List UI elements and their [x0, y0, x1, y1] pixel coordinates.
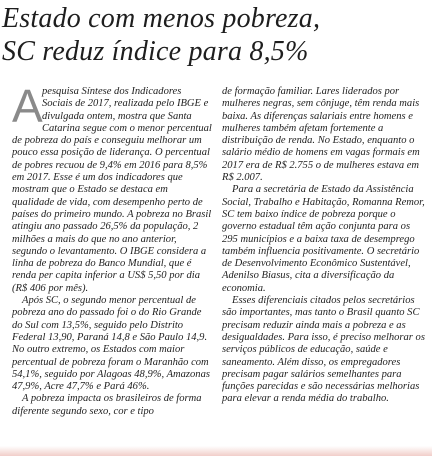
- article-column-left: [12, 80, 212, 418]
- paragraph: Após SC, o segundo menor percentual de pobreza ano do passado foi o do Rio Grande do Sul com 13,5%, seguido pelo Distrito Federal 13,90, Paraná 14,8 e São Paulo 14,9. No outro extremo, os Estados com maior percentual de pobreza foram o Maranhão com 54,1%, seguido por Alagoas 48,9%, Amazonas 47,9%, Acre 47,7% e Pará 46%.: [12, 295, 210, 393]
- paragraph: Esses diferenciais citados pelos secretários são importantes, mas tanto o Brasil quanto SC precisam reduzir ainda mais a pobreza e as desigualdades. Para isso, é preciso melhorar os serviços públicos de educação, saúde e saneamento. Além disso, os empregadores precisam pagar salários semelhantes para funções parecidas e são necessárias melhorias para elevar a renda média do trabalho.: [222, 295, 425, 405]
- headline-line-1: Estado com menos pobreza,: [2, 3, 321, 34]
- headline-line-2: SC reduz índice para 8,5%: [2, 36, 309, 67]
- article-body: [0, 80, 432, 456]
- paragraph: A pobreza impacta os brasileiros de forma diferente segundo sexo, cor e tipo: [12, 393, 202, 417]
- paragraph: pesquisa Síntese dos Indicadores Sociais de 2017, realizada pelo IBGE e divulgada ontem, mostra que Santa Catarina segue com o menor percentual de pobreza do país e conseguiu melhorar um pouco essa posição de liderança. O percentual de pobres recuou de 9,4% em 2016 para 8,5% em 2017. Esse é um dos indicadores que mostram que o Estado se destaca em qualidade de vida, com desempenho perto de países do primeiro mundo. A pobreza no Brasil atingiu ano passado 26,5% da população, 2 milhões a mais do que no ano anterior, segundo o levantamento. O IBGE considera a linha de pobreza do Banco Mundial, que é renda per capita inferior a US$ 5,50 por dia (R$ 406 por mês).: [12, 86, 212, 294]
- paragraph: Para a secretária de Estado da Assistência Social, Trabalho e Habitação, Romanna Remor, SC tem baixo índice de pobreza porque o governo estadual têm ação conjunta para os 295 municípios e a baixa taxa de desemprego também influencia positivamente. O secretário de Desenvolvimento Econômico Sustentável, Adenilso Biasus, cita a diversificação da economia.: [222, 184, 425, 294]
- paragraph: de formação familiar. Lares liderados por mulheres negras, sem cônjuge, têm renda mais baixa. As diferenças salariais entre homens e mulheres também afetam fortemente a distribuição de renda. No Estado, enquanto o salário médio de homens em vagas formais em 2017 era de R$ 2.755 o de mulheres estava em R$ 2.007.: [222, 86, 420, 184]
- article-column-right: [222, 86, 428, 406]
- page-bottom-edge: [0, 446, 432, 456]
- drop-cap: A: [12, 80, 43, 132]
- article-headline: [2, 2, 430, 68]
